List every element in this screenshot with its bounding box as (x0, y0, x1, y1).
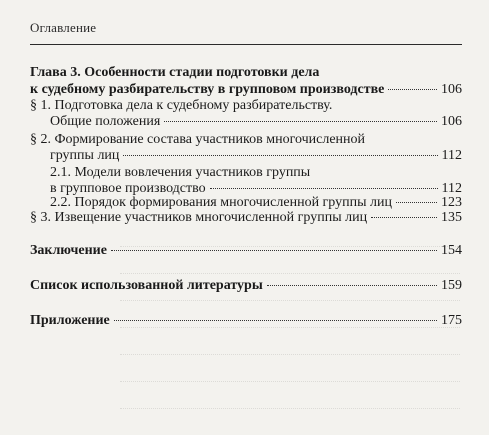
toc-section3: § 3. Извещение участников многочисленной группы лиц 135 (30, 208, 462, 228)
toc-section1-line1: § 1. Подготовка дела к судебному разбирательству. (30, 98, 333, 113)
toc-section2-line1: § 2. Формирование состава участников многочисленной (30, 132, 366, 147)
leader-dots (267, 284, 437, 286)
leader-dots (371, 216, 437, 218)
page-number: 159 (441, 278, 462, 293)
toc-section2-line2: группы лиц 112 (50, 146, 462, 166)
leader-dots (396, 201, 437, 203)
leader-dots (114, 319, 437, 321)
leader-dots (123, 154, 437, 156)
toc-references: Список использованной литературы 159 (30, 276, 462, 296)
page-number: 112 (441, 148, 462, 163)
page-number: 135 (441, 210, 462, 225)
toc-conclusion: Заключение 154 (30, 241, 462, 261)
page-number: 106 (441, 114, 462, 129)
leader-dots (388, 88, 437, 90)
toc-subsection22: 2.2. Порядок формирования многочисленной группы лиц 123 (50, 193, 462, 213)
page-number: 154 (441, 243, 462, 258)
page-number: 106 (441, 82, 462, 97)
leader-dots (164, 120, 437, 122)
toc-subsection21-line2: в групповое производство 112 (50, 179, 462, 199)
toc-section1-line2: Общие положения 106 (50, 112, 462, 132)
page-number: 175 (441, 313, 462, 328)
toc-subsection21-line1: 2.1. Модели вовлечения участников группы (50, 165, 311, 180)
page-number: 123 (441, 195, 462, 210)
running-head: Оглавление (30, 20, 97, 35)
leader-dots (210, 187, 438, 189)
toc-chapter3-title-line2: к судебному разбирательству в групповом производстве 106 (30, 80, 462, 100)
toc-appendix: Приложение 175 (30, 311, 462, 331)
leader-dots (111, 249, 437, 251)
toc-chapter3-title-line1: Глава 3. Особенности стадии подготовки дела (30, 65, 320, 80)
page-number: 112 (441, 181, 462, 196)
